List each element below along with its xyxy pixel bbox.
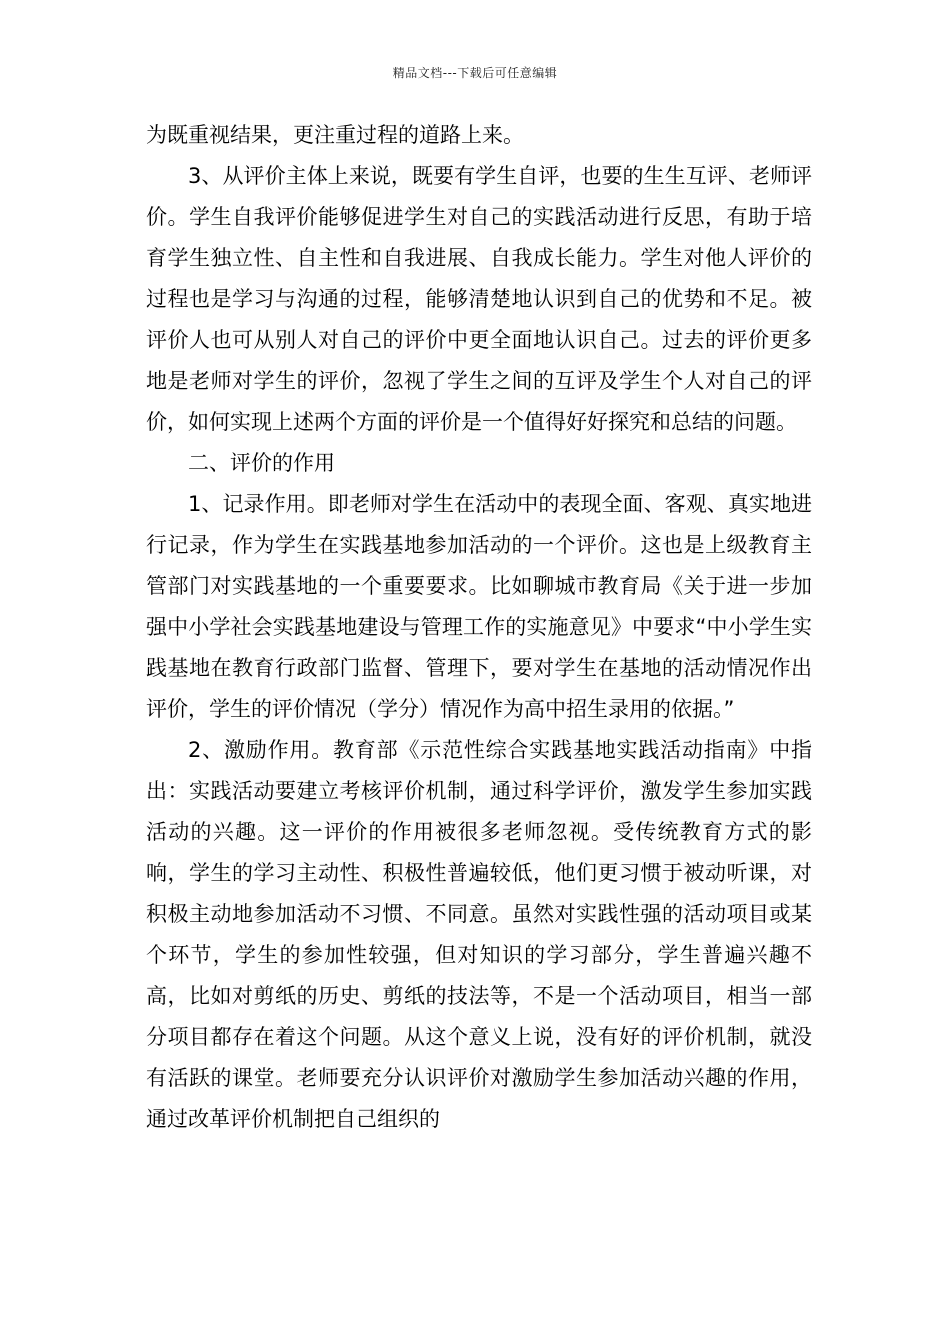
paragraph-evaluation-subject: 3、从评价主体上来说，既要有学生自评，也要的生生互评、老师评价。学生自我评价能够促进学生对自己的实践活动进行反思，有助于培育学生独立性、自主性和自我进展、自我成长能力。学生对他人评价的过程也是学习与沟通的过程，能够清楚地认识到自己的优势和不足。被评价人也可从别人对自己的评价中更全面地认识自己。过去的评价更多地是老师对学生的评价，忽视了学生之间的互评及学生个人对自己的评价，如何实现上述两个方面的评价是一个值得好好探究和总结的问题。 — [146, 164, 812, 434]
paragraph-recording-role: 1、记录作用。即老师对学生在活动中的表现全面、客观、真实地进行记录，作为学生在实践基地参加活动的一个评价。这也是上级教育主管部门对实践基地的一个重要要求。比如聊城市教育局《关于进一步加强中小学社会实践基地建设与管理工作的实施意见》中要求“中小学生实践基地在教育行政部门监督、管理下，要对学生在基地的活动情况作出评价，学生的评价情况（学分）情况作为高中招生录用的依据。” — [146, 492, 812, 721]
paragraph-continuation: 为既重视结果，更注重过程的道路上来。 — [146, 123, 524, 147]
section-heading-evaluation-role: 二、评价的作用 — [188, 451, 335, 475]
document-body — [146, 115, 812, 1140]
page-header: 精品文档---下载后可任意编辑 — [392, 66, 558, 80]
paragraph-motivation-role: 2、激励作用。教育部《示范性综合实践基地实践活动指南》中指出：实践活动要建立考核评价机制，通过科学评价，激发学生参加实践活动的兴趣。这一评价的作用被很多老师忽视。受传统教育方式的影响，学生的学习主动性、积极性普遍较低，他们更习惯于被动听课，对积极主动地参加活动不习惯、不同意。虽然对实践性强的活动项目或某个环节，学生的参加性较强，但对知识的学习部分，学生普遍兴趣不高，比如对剪纸的历史、剪纸的技法等，不是一个活动项目，相当一部分项目都存在着这个问题。从这个意义上说，没有好的评价机制，就没有活跃的课堂。老师要充分认识评价对激励学生参加活动兴趣的作用，通过改革评价机制把自己组织的 — [146, 738, 812, 1131]
